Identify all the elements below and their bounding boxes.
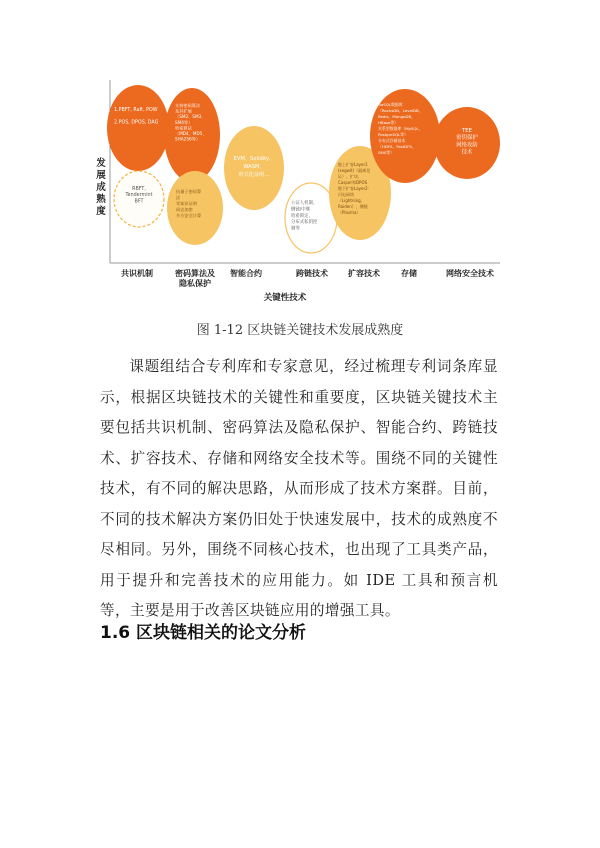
figure-caption: 图 1-12 区块链关键技术发展成熟度 [196,323,404,338]
category-label: 扩容技术 [348,269,380,278]
tech-bubble [114,171,164,227]
tech-bubble [370,89,440,183]
y-axis-label-char: 展 [96,170,106,181]
bubble-label: RBFT, Tendermint BFT [125,187,153,205]
maturity-figure [0,0,600,310]
bubble-shape [107,85,169,171]
bubble-label: 链上扩容Layer1 (segwit)（隔离见证）、扩块、 Casper和DPOS 链下扩容Layer2：闪电网络（Lightning、 Raiden）、侧链（Plasma） [338,162,372,215]
bubble-label: 1.PBFT, Raft, POW 2.POS, DPOS, DAG [114,108,159,126]
y-axis-label-char: 度 [96,206,106,217]
y-axis-label-char: 成 [96,182,106,193]
category-label: 存储 [401,269,417,278]
tech-bubble [167,171,223,245]
bubble-label: TEE 密钥保护网络攻防技术 [456,128,478,156]
bubble-label: EVM、Solidity、 WASM、形式化证明… [233,156,275,178]
y-axis-label-char: 熟 [96,194,106,205]
category-label: 密码算法及隐私保护 [175,269,215,288]
category-label: 共识机制 [121,269,153,278]
tech-bubble [434,107,500,179]
category-label: 智能合约 [230,269,262,278]
bubble-label: NoSQL数据库（RocksDB、LevelDB、 Redis、MongoDB、 HBase等）关系型数据库（MySQL、 PostgreSQL等）分布式存储技术（HDFS、FastDFS、 SMS等） [378,102,423,155]
x-axis-label: 关键性技术 [263,293,307,303]
tech-bubble [224,126,284,210]
y-axis-label-char: 发 [96,158,106,169]
y-axis-label [95,157,106,217]
bubble-label: 抗量子密码算法零知识证明同态加密多方安全计算 [176,189,202,218]
category-label: 跨链技术 [296,269,328,278]
tech-bubble [164,88,220,182]
category-label: 网络安全技术 [446,269,494,278]
body-paragraph: 课题组结合专利库和专家意见，经过梳理专利词条库显示，根据区块链技术的关键性和重要度，区块链关键技术主要包括共识机制、密码算法及隐私保护、智能合约、跨链技术、扩容技术、存储和网络安全技术等。围绕不同的关键性技术，有不同的解决思路，从而形成了技术方案群。目前，不同的技术解决方案仍旧处于快速发展中，技术的成熟度不尽相同。另外，围绕不同核心技术，也出现了工具类产品，用于提升和完善技术的应用能力。如 IDE 工具和预言机等，主要是用于改善区块链应用的增强工具。 [100,358,498,619]
figure-canvas [0,0,600,310]
section-heading: 1.6 区块链相关的论文分析 [100,623,307,643]
bubble-label: 公证人机制、侧链/中继哈希锁定、分布式私钥控制等 [291,201,318,232]
bubble-label: 支持密码算法及其扩展（SM2、SM3、 SM4等）哈希算法（MD4、MD5、 SHA256等） [175,103,207,142]
tech-bubble [107,85,169,171]
